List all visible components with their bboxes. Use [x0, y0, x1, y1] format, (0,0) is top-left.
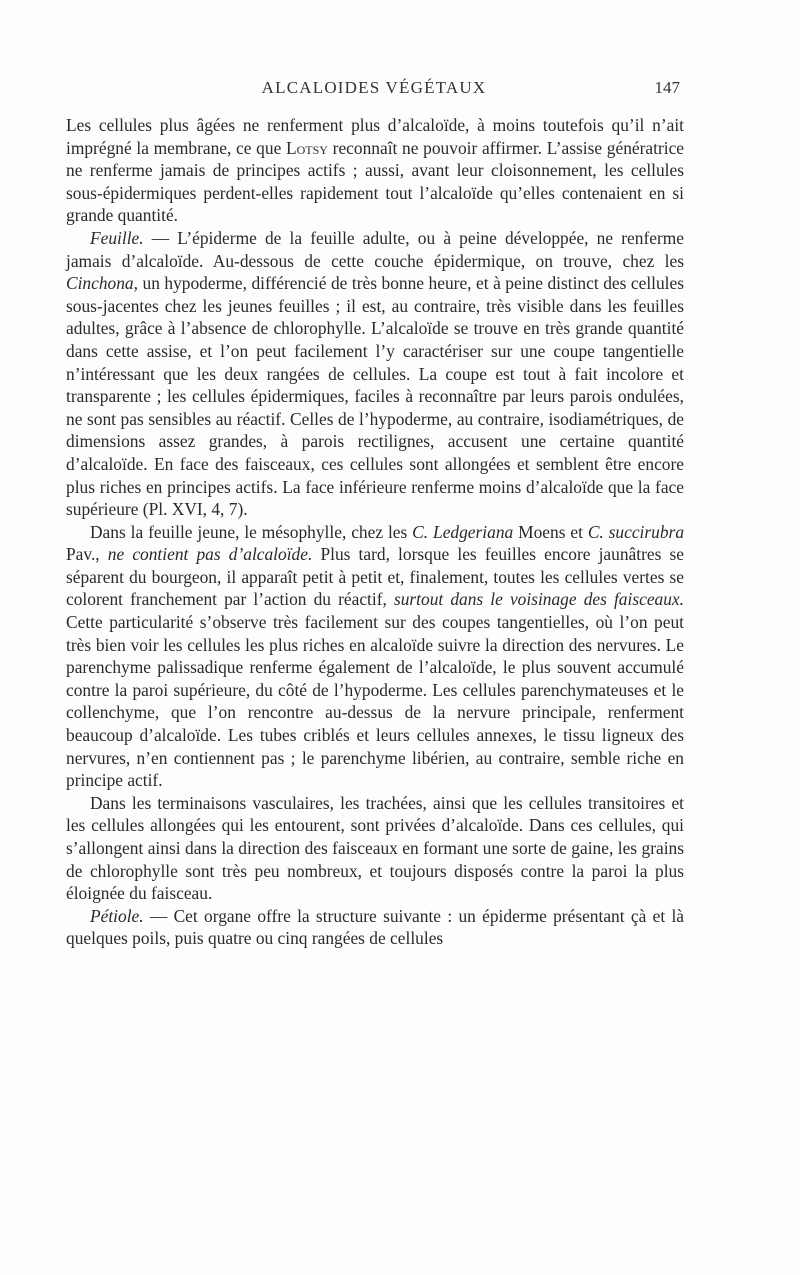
author-name: Lotsy [286, 137, 328, 158]
species-name-1: C. Ledgeriana [412, 521, 514, 542]
section-heading-feuille: Feuille. [90, 227, 144, 248]
paragraph-3-text-b: Moens et [513, 521, 588, 542]
body-text [66, 114, 684, 950]
paragraph-3-text-d: Plus tard, lorsque les feuilles encore jaunâtres se séparent du bourgeon, il apparaît petit à petit et, finalement, toutes les cellules vertes se colorent franchement par l’action du réactif, [66, 544, 684, 610]
paragraph-4 [66, 792, 684, 905]
paragraph-2-text-a: — L’épiderme de la feuille adulte, ou à peine développée, ne renferme jamais d’alcaloïde. Au-dessous de cette couche épidermique, on trouve, chez les [66, 227, 684, 271]
species-name-2: C. succirubra [587, 521, 685, 542]
paragraph-5-text-a: — Cet organe offre la structure suivante : un épiderme présentant çà et là quelques poils, puis quatre ou cinq rangées de cellules [66, 905, 684, 949]
emphasis-1: ne contient pas d’alcaloïde. [107, 544, 313, 565]
paragraph-feuille [66, 227, 684, 521]
paragraph-1 [66, 114, 684, 227]
section-heading-petiole: Pétiole. [90, 905, 144, 926]
genus-name: Cinchona [66, 273, 134, 294]
paragraph-4-text: Dans les terminaisons vasculaires, les trachées, ainsi que les cellules transitoires et les cellules allongées qui les entourent, sont privées d’alcaloïde. Dans ces cellules, qui s’allongent ainsi dans la direction des faisceaux en formant une sorte de gaine, les grains de chlorophylle sont très peu nombreux, et toujours disposés contre la paroi la plus éloignée du faisceau. [66, 792, 684, 904]
running-title: ALCALOIDES VÉGÉTAUX [261, 78, 487, 97]
page-number: 147 [654, 78, 680, 97]
paragraph-2-text-b: , un hypoderme, différencié de très bonne heure, et à peine distinct des cellules sous-jacentes chez les jeunes feuilles ; il est, au contraire, très visible dans les feuilles adultes, grâce à l’absence de chlorophylle. L’alcaloïde se trouve en très grande quantité dans cette assise, et l’on peut facilement l’y caractériser sur une coupe tangentielle n’intéressant que les deux rangées de cellules. La coupe est tout à fait incolore et transparente ; les cellules épidermiques, faciles à reconnaître par leurs parois ondulées, ne sont pas sensibles au réactif. Celles de l’hypoderme, au contraire, isodiamétriques, de dimensions assez grandes, à parois rectilignes, accusent une certaine quantité d’alcaloïde. En face des faisceaux, ces cellules sont allongées et semblent être encore plus riches en principes actifs. La face inférieure renferme moins d’alcaloïde que la face supérieure (Pl. XVI, 4, 7). [66, 273, 684, 520]
paragraph-3-text-c: Pav., [66, 544, 108, 565]
paragraph-1-text-a: Les cellules plus âgées ne renferment plus d’alcaloïde, à moins toutefois qu’il n’ait imprégné la membrane, ce que [66, 115, 684, 158]
paragraph-1-text-b: reconnaît ne pouvoir affirmer. L’assise génératrice ne renferme jamais de principes actifs ; aussi, avant leur cloisonnement, les cellules sous-épidermiques perdent-elles rapidement tout l’alcaloïde qu’elles contenaient en si grande quantité. [66, 137, 685, 226]
paragraph-3-text-a: Dans la feuille jeune, le mésophylle, chez les [90, 521, 413, 542]
paragraph-3-text-e: Cette particularité s’observe très facilement sur des coupes tangentielles, où l’on peut très bien voir les cellules les plus riches en alcaloïde suivre la direction des nervures. Le parenchyme palissadique renferme également de l’alcaloïde, le plus souvent accumulé contre la paroi supérieure, du côté de l’hypoderme. Les cellules parenchymateuses et le collenchyme, que l’on rencontre au-dessus de la nervure principale, renferment beaucoup d’alcaloïde. Les tubes criblés et leurs cellules annexes, le tissu ligneux des nervures, n’en contiennent pas ; le parenchyme libérien, au contraire, semble riche en principe actif. [66, 612, 684, 791]
paragraph-3 [66, 521, 684, 792]
emphasis-2: surtout dans le voisinage des faisceaux. [393, 589, 684, 610]
paragraph-petiole [66, 905, 684, 950]
page-header [68, 78, 680, 100]
